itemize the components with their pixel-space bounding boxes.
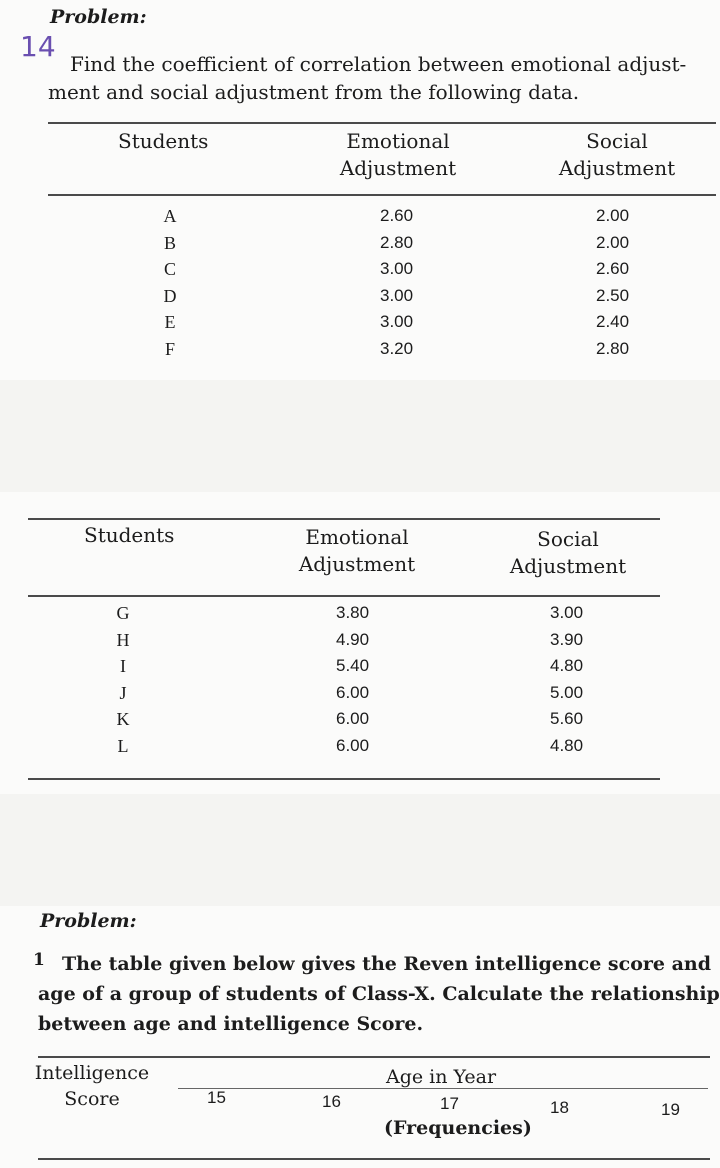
table-2-student: H <box>116 629 130 650</box>
table-2-social-value: 4.80 <box>550 656 584 675</box>
table-1-student: A <box>163 206 177 226</box>
column-header-age-in-year: Age in Year <box>386 1066 497 1088</box>
table-2-student: L <box>117 735 129 756</box>
table-2-emotional-value: 6.00 <box>336 735 370 755</box>
table-2-social-value: 3.00 <box>550 603 584 622</box>
table-1-social-value: 2.60 <box>596 259 630 278</box>
problem-2-panel <box>0 906 720 1168</box>
table-1-student: F <box>164 338 175 359</box>
table-2-emotional-value: 6.00 <box>336 709 370 728</box>
table-1-social-value: 2.40 <box>596 312 630 331</box>
age-header-rule <box>178 1088 708 1089</box>
column-header-social-adjustment <box>503 526 633 580</box>
column-header-emotional-adjustment <box>318 128 478 182</box>
column-header-emotional-adjustment <box>285 524 429 578</box>
header-emotional-line-1: Emotional <box>346 129 450 153</box>
table-3-header-rule <box>38 1158 710 1160</box>
table-2-bottom-rule <box>28 778 660 780</box>
table-2-header-rule <box>28 595 660 597</box>
table-1-social-column <box>596 203 629 362</box>
problem-1-statement-line-1: Find the coefficient of correlation between emotional adjust- <box>70 52 687 76</box>
column-header-students: Students <box>118 129 209 153</box>
problem-2-statement-line-3: between age and intelligence Score. <box>38 1013 424 1035</box>
table-1-social-value: 2.50 <box>596 285 630 305</box>
header-emotional-line-2: Adjustment <box>298 552 416 576</box>
frequencies-label: (Frequencies) <box>384 1117 532 1139</box>
problem-1-heading: Problem: <box>50 6 147 28</box>
header-emotional-line-1: Emotional <box>305 525 409 549</box>
table-1-social-value: 2.00 <box>596 206 630 225</box>
age-16: 16 <box>322 1092 341 1111</box>
table-1-students-column <box>150 203 190 362</box>
table-2-emotional-value: 3.80 <box>336 603 370 622</box>
table-1-emotional-value: 3.00 <box>380 285 414 305</box>
header-intelligence-line-1: Intelligence <box>34 1062 150 1084</box>
header-social-line-1: Social <box>537 527 599 551</box>
problem-1-continued-panel <box>0 492 720 794</box>
problem-2-statement-line-2: age of a group of students of Class-X. Calculate the relationship <box>38 983 720 1005</box>
table-1-emotional-value: 2.80 <box>380 232 414 252</box>
table-1-header-rule <box>48 194 716 196</box>
table-2-emotional-value: 4.90 <box>336 629 370 649</box>
header-emotional-line-2: Adjustment <box>339 156 457 180</box>
problem-1-statement-line-2: ment and social adjustment from the following data. <box>48 80 580 104</box>
table-2-student: G <box>116 603 130 623</box>
column-header-social-adjustment <box>552 128 682 182</box>
table-2-student: J <box>119 682 127 703</box>
table-2-social-value: 5.00 <box>550 682 584 702</box>
table-1-student: C <box>163 259 176 279</box>
table-1-emotional-column <box>380 203 413 362</box>
table-1-social-value: 2.80 <box>596 338 630 358</box>
table-2-student: K <box>116 709 130 729</box>
table-1-student: E <box>164 312 176 332</box>
table-3-top-rule <box>38 1056 710 1058</box>
age-19: 19 <box>661 1100 680 1119</box>
header-intelligence-line-2: Score <box>64 1088 120 1110</box>
table-2-social-value: 4.80 <box>550 735 584 755</box>
age-15: 15 <box>207 1088 226 1107</box>
column-header-students: Students <box>84 523 175 547</box>
table-2-social-value: 5.60 <box>550 709 584 728</box>
table-2-social-column <box>550 600 583 759</box>
table-1-emotional-value: 2.60 <box>380 206 414 225</box>
table-1-emotional-value: 3.20 <box>380 338 414 358</box>
column-header-intelligence-score <box>34 1060 150 1112</box>
header-social-line-2: Adjustment <box>509 554 627 578</box>
table-2-student: I <box>120 656 126 676</box>
table-2-emotional-value: 5.40 <box>336 656 370 675</box>
age-18: 18 <box>550 1098 569 1117</box>
handwritten-number-mark: 14 <box>20 30 56 63</box>
problem-2-heading: Problem: <box>40 910 137 932</box>
table-2-social-value: 3.90 <box>550 629 584 649</box>
table-1-emotional-value: 3.00 <box>380 312 414 331</box>
problem-2-statement-line-1: The table given below gives the Reven intelligence score and <box>62 953 711 975</box>
table-2-emotional-column <box>336 600 369 759</box>
problem-2-number-mark: 1 <box>33 950 45 970</box>
table-1-student: D <box>163 285 177 306</box>
header-social-line-1: Social <box>586 129 648 153</box>
table-1-student: B <box>163 232 176 253</box>
table-1-social-value: 2.00 <box>596 232 630 252</box>
header-social-line-2: Adjustment <box>558 156 676 180</box>
table-2-top-rule <box>28 518 660 520</box>
table-1-emotional-value: 3.00 <box>380 259 414 278</box>
table-1-top-rule <box>48 122 716 124</box>
age-17: 17 <box>440 1094 459 1113</box>
table-2-students-column <box>103 600 143 759</box>
table-2-emotional-value: 6.00 <box>336 682 370 702</box>
problem-1-panel <box>0 0 720 380</box>
